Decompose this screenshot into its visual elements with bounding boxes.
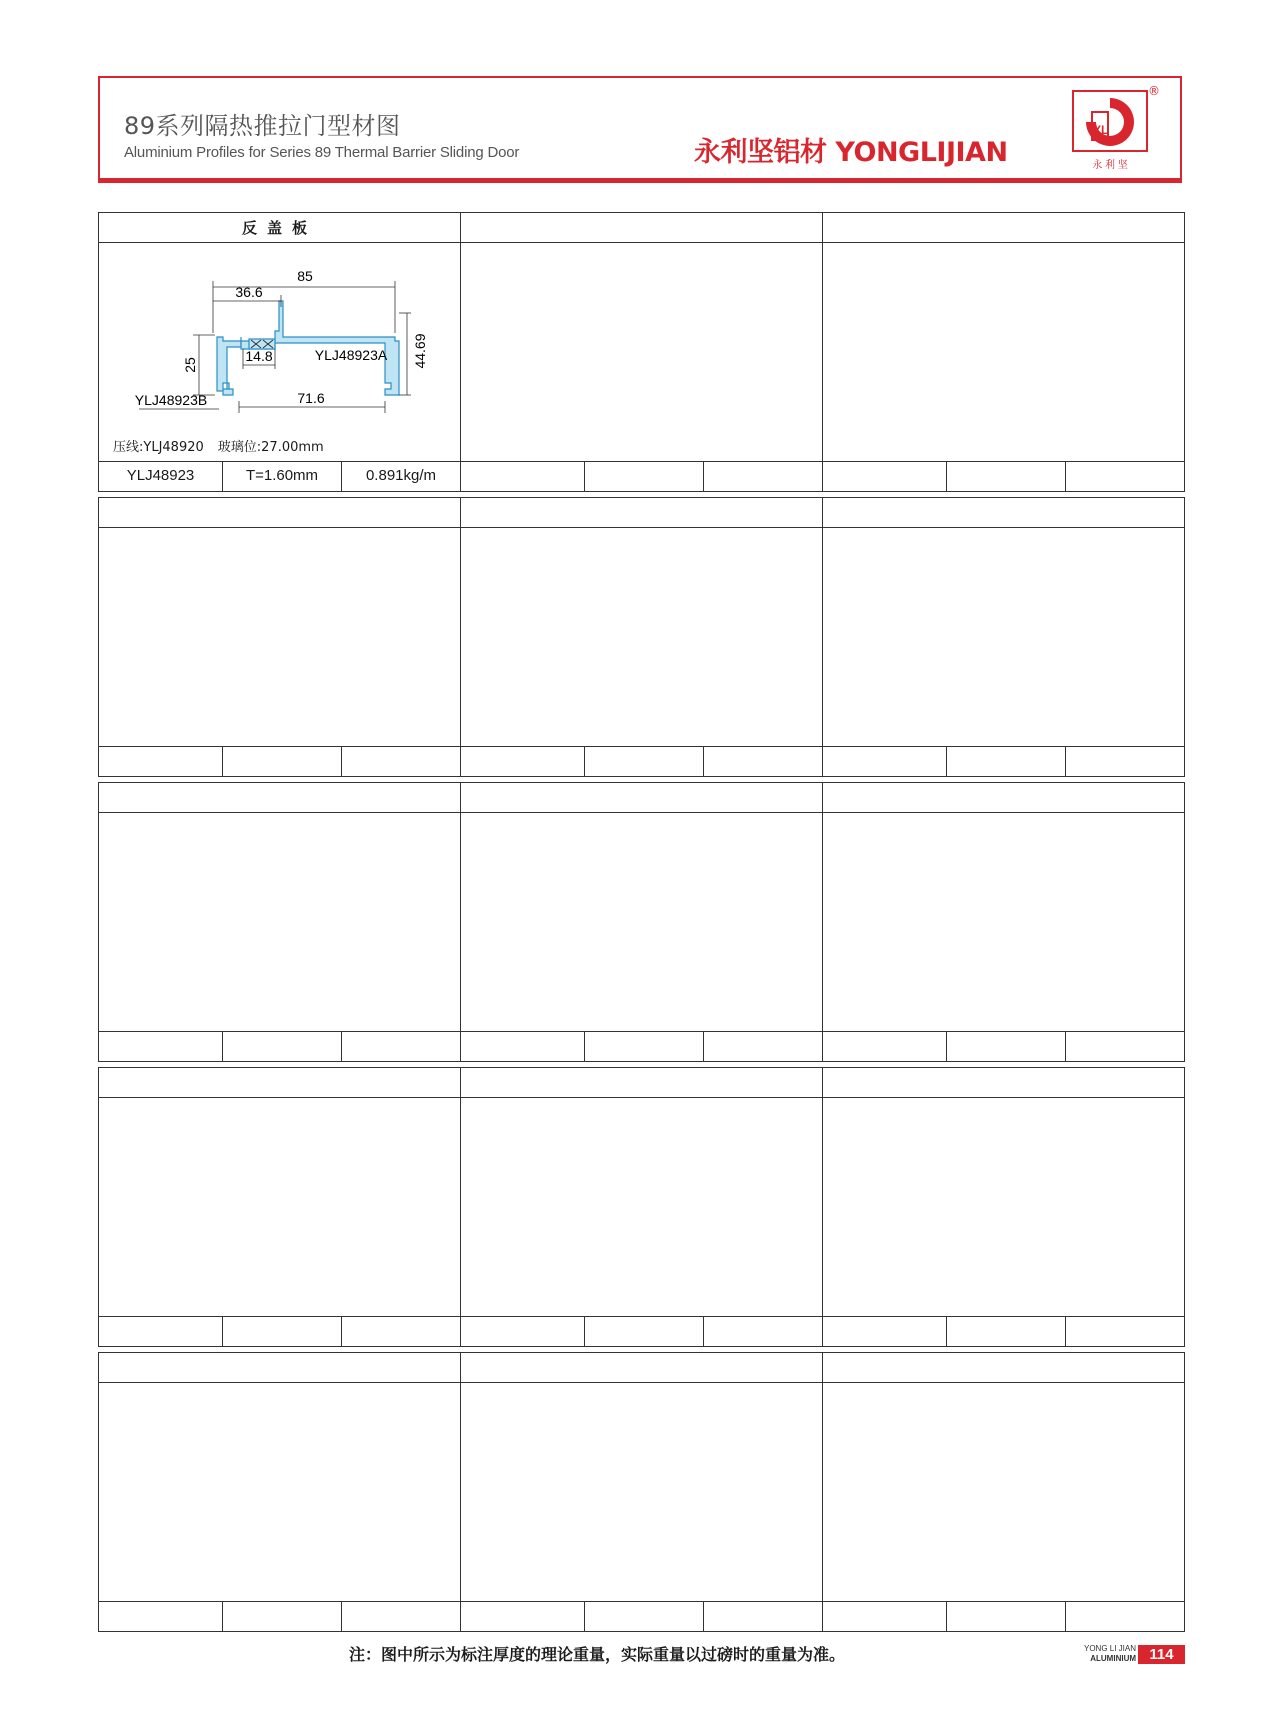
brand-name: 永利坚铝材 YONGLIJIAN bbox=[694, 137, 1008, 168]
profile-row bbox=[98, 497, 1184, 777]
glass-label: 玻璃位:27.00mm bbox=[217, 440, 324, 455]
empty-cell bbox=[460, 212, 823, 492]
registered-mark: ® bbox=[1148, 84, 1160, 98]
dim-height-left: 25 bbox=[182, 357, 198, 373]
svg-text:YL: YL bbox=[1093, 123, 1109, 137]
profile-drawing bbox=[99, 243, 460, 461]
footer-brand-line1: YONG LI JIAN bbox=[1084, 1644, 1137, 1653]
page-number: 114 bbox=[1138, 1645, 1185, 1664]
title-english: Aluminium Profiles for Series 89 Thermal Barrier Sliding Door bbox=[124, 144, 520, 161]
page-header bbox=[98, 76, 1182, 183]
cross-section-diagram bbox=[99, 243, 460, 463]
dim-gap: 14.8 bbox=[245, 348, 273, 364]
dim-bottom: 71.6 bbox=[297, 390, 325, 406]
empty-cell bbox=[460, 1352, 823, 1632]
empty-cell bbox=[98, 1352, 461, 1632]
part-label-b: YLJ48923B bbox=[134, 392, 208, 408]
profile-thickness: T=1.60mm bbox=[223, 462, 342, 491]
profile-weight: 0.891kg/m bbox=[365, 467, 437, 484]
footer-brand bbox=[1084, 1644, 1136, 1664]
dim-height-right: 44.69 bbox=[412, 333, 428, 369]
part-label-a: YLJ48923A bbox=[314, 347, 388, 363]
footnote: 注：图中所示为标注厚度的理论重量，实际重量以过磅时的重量为准。 bbox=[349, 1645, 846, 1664]
footer-brand-line2: ALUMINIUM bbox=[1090, 1654, 1137, 1663]
bead-label: 压线:YLJ48920 bbox=[113, 440, 204, 455]
logo-caption: 永 利 坚 bbox=[1092, 160, 1128, 171]
profile-code: YLJ48923 bbox=[99, 462, 223, 491]
profile-row bbox=[98, 1067, 1184, 1347]
dim-total-width: 85 bbox=[297, 268, 313, 284]
empty-cell bbox=[822, 1067, 1185, 1347]
profile-name: 反盖板 bbox=[99, 213, 460, 243]
empty-cell bbox=[822, 212, 1185, 492]
brand-logo bbox=[1072, 90, 1148, 174]
empty-cell bbox=[98, 1067, 461, 1347]
empty-cell bbox=[98, 497, 461, 777]
empty-cell bbox=[98, 782, 461, 1062]
profile-notes bbox=[113, 436, 324, 455]
empty-cell bbox=[460, 782, 823, 1062]
empty-cell bbox=[460, 497, 823, 777]
empty-cell bbox=[822, 497, 1185, 777]
profile-row bbox=[98, 782, 1184, 1062]
title-chinese: 89系列隔热推拉门型材图 bbox=[124, 112, 401, 140]
empty-cell bbox=[822, 1352, 1185, 1632]
profile-row bbox=[98, 1352, 1184, 1632]
empty-cell bbox=[822, 782, 1185, 1062]
dim-top-left: 36.6 bbox=[235, 284, 263, 300]
profile-cell bbox=[98, 212, 461, 492]
spec-row bbox=[99, 461, 460, 491]
empty-cell bbox=[460, 1067, 823, 1347]
profile-row bbox=[98, 212, 1184, 492]
